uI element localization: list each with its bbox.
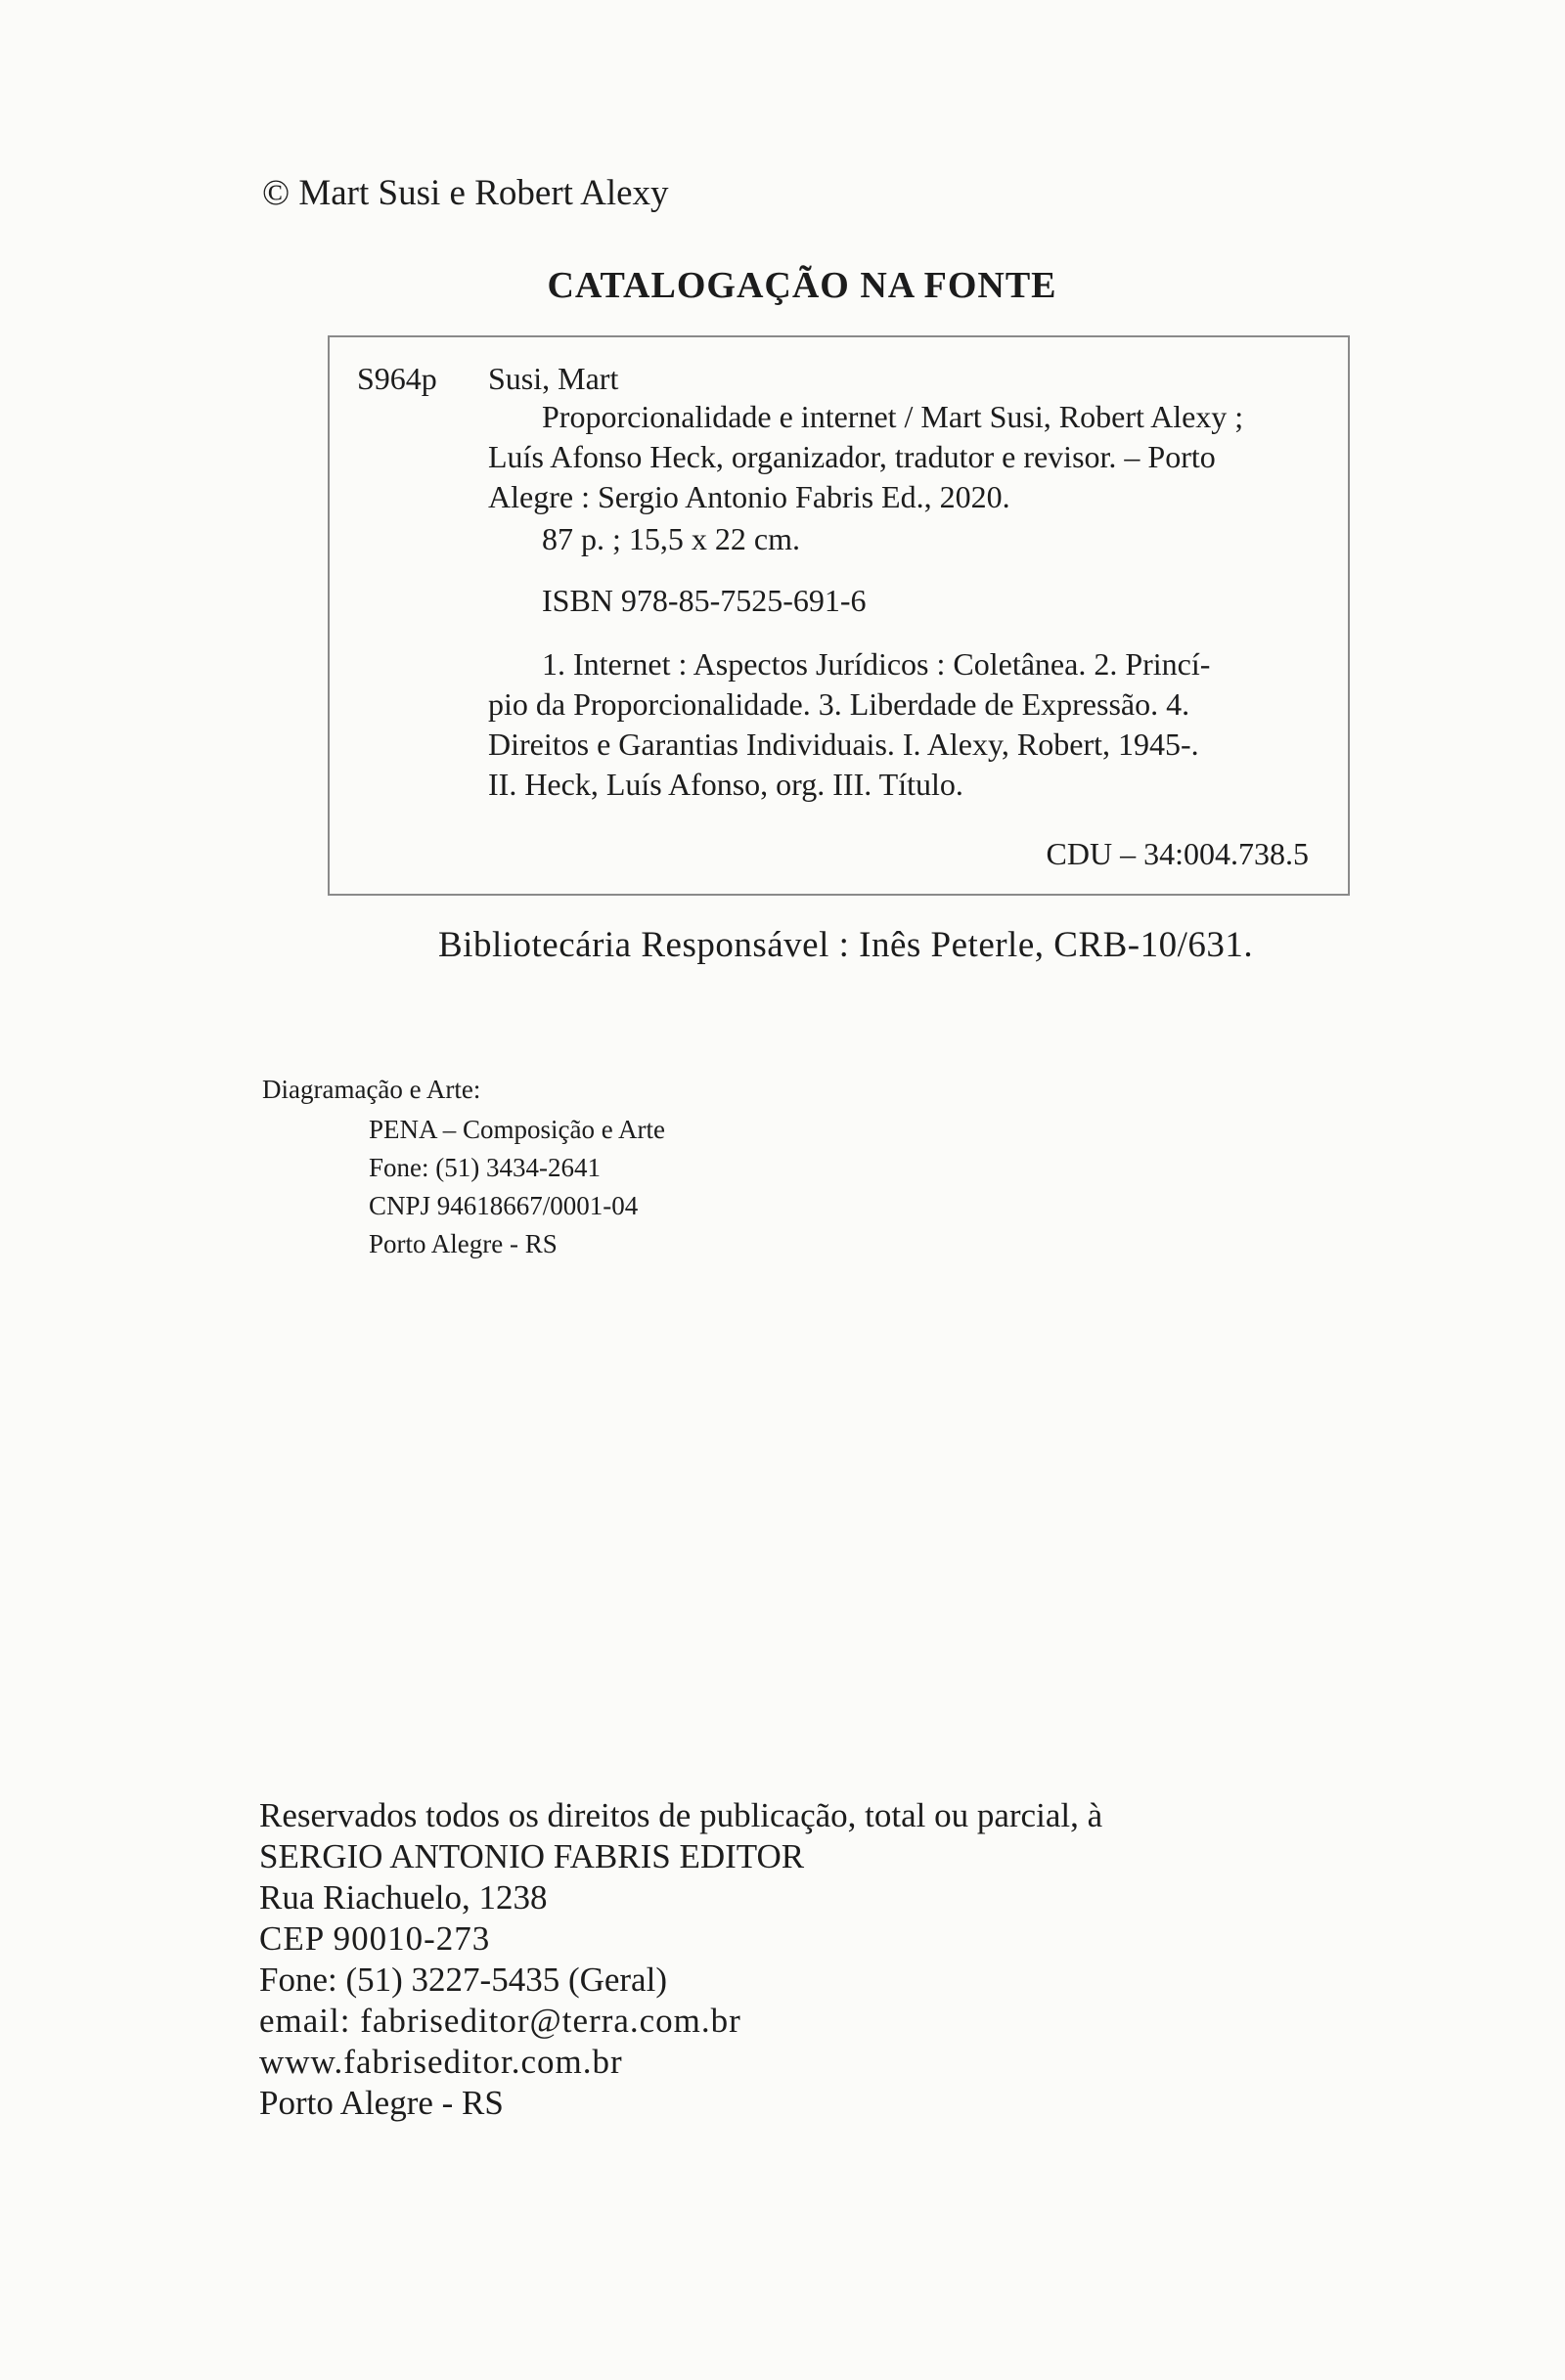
rights-email: email: fabriseditor@terra.com.br <box>259 2002 741 2040</box>
rights-website: www.fabriseditor.com.br <box>259 2043 623 2081</box>
catalog-extent: 87 p. ; 15,5 x 22 cm. <box>542 521 800 556</box>
subject-line: II. Heck, Luís Afonso, org. III. Título. <box>488 767 963 802</box>
subject-line: 1. Internet : Aspectos Jurídicos : Coletânea. 2. Princí- <box>542 646 1211 682</box>
subject-line: Direitos e Garantias Individuais. I. Alexy, Robert, 1945-. <box>488 727 1199 762</box>
rights-line: CEP 90010-273 <box>259 1919 491 1958</box>
catalog-heading: CATALOGAÇÃO NA FONTE <box>547 265 1057 306</box>
subject-line: pio da Proporcionalidade. 3. Liberdade de Expressão. 4. <box>488 686 1190 722</box>
design-line: Fone: (51) 3434-2641 <box>369 1153 601 1182</box>
catalog-author: Susi, Mart <box>488 361 619 396</box>
librarian-credit: Bibliotecária Responsável : Inês Peterle, CRB-10/631. <box>438 925 1254 965</box>
rights-line: SERGIO ANTONIO FABRIS EDITOR <box>259 1837 805 1875</box>
design-label: Diagramação e Arte: <box>262 1075 481 1104</box>
rights-line: Rua Riachuelo, 1238 <box>259 1878 548 1917</box>
design-line: CNPJ 94618667/0001-04 <box>369 1191 639 1220</box>
catalog-cdu: CDU – 34:004.738.5 <box>1046 836 1309 871</box>
rights-line: Reservados todos os direitos de publicação, total ou parcial, à <box>259 1796 1103 1834</box>
design-credits <box>369 1111 665 1263</box>
design-line: PENA – Composição e Arte <box>369 1115 665 1144</box>
rights-notice <box>259 1795 1102 2124</box>
rights-line: Fone: (51) 3227-5435 (Geral) <box>259 1961 667 1999</box>
call-number: S964p <box>357 361 437 396</box>
catalog-subjects <box>488 644 1319 805</box>
copyright-notice: © Mart Susi e Robert Alexy <box>262 173 669 213</box>
title-line: Proporcionalidade e internet / Mart Susi, Robert Alexy ; <box>542 399 1244 434</box>
title-line: Alegre : Sergio Antonio Fabris Ed., 2020. <box>488 479 1010 514</box>
design-line: Porto Alegre - RS <box>369 1229 558 1258</box>
catalog-isbn: ISBN 978-85-7525-691-6 <box>542 583 867 618</box>
title-line: Luís Afonso Heck, organizador, tradutor e revisor. – Porto <box>488 439 1216 474</box>
catalog-card <box>328 335 1350 896</box>
rights-line: Porto Alegre - RS <box>259 2084 504 2122</box>
catalog-title-statement <box>488 397 1319 517</box>
